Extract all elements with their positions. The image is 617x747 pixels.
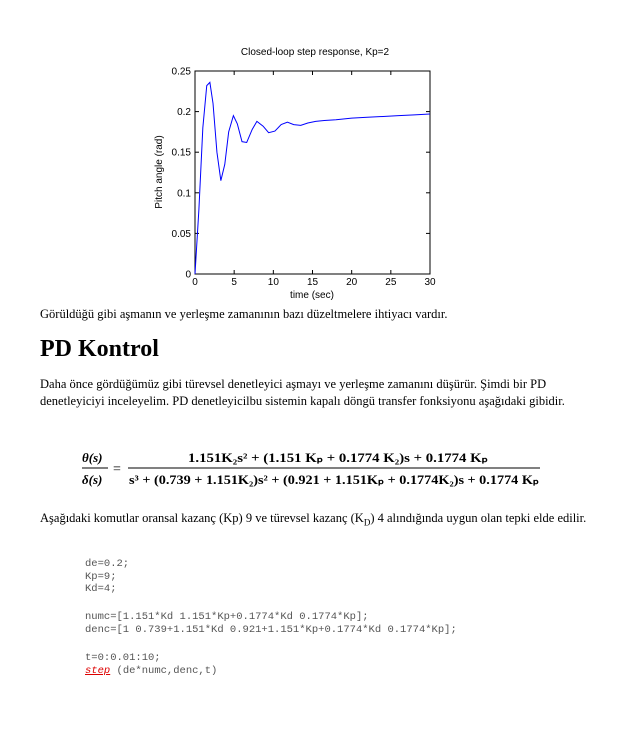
x-tick-label: 25 xyxy=(385,277,397,288)
x-tick-label: 30 xyxy=(424,277,436,288)
y-axis-label: Pitch angle (rad) xyxy=(154,135,165,209)
gains-text-end: ) 4 alındığında uygun olan tepki elde edilir. xyxy=(370,511,587,525)
plot-area xyxy=(195,71,430,274)
code-block-gains: de=0.2; Kp=9; Kd=4; xyxy=(85,558,130,595)
x-tick-label: 20 xyxy=(346,277,358,288)
x-axis-label: time (sec) xyxy=(290,290,334,301)
x-tick-label: 15 xyxy=(306,277,319,288)
y-tick-label: 0.2 xyxy=(177,107,191,119)
x-tick-label: 0 xyxy=(192,277,198,288)
section-heading: PD Kontrol xyxy=(40,336,159,362)
code-block-time: t=0:0.01:10; xyxy=(85,652,161,664)
x-tick-label: 10 xyxy=(267,277,279,288)
formula-equals: = xyxy=(113,462,121,477)
code-step-line xyxy=(85,665,217,678)
y-tick-label: 0.1 xyxy=(177,188,191,200)
y-tick-label: 0.15 xyxy=(171,147,191,159)
formula-denominator: s³ + (0.739 + 1.151K₂)s² + (0.921 + 1.151Kₚ + 0.1774K₂)s + 0.1774 Kₚ xyxy=(129,473,540,487)
y-tick-label: 0.25 xyxy=(171,66,191,78)
x-tick-label: 5 xyxy=(231,277,237,288)
step-args: (de*numc,denc,t) xyxy=(110,665,218,677)
intro-paragraph: Daha önce gördüğümüz gibi türevsel denetleyici aşmayı ve yerleşme zamanını düşürür. Şimdi bir PD denetleyiciyi inceleyelim. PD denetleyicilbu sistemin kapalı döngü transfer fonksiyonu aşağıdaki gibidir. xyxy=(40,377,565,408)
formula-numerator: 1.151K₂s² + (1.151 Kₚ + 0.1774 K₂)s + 0.1774 Kₚ xyxy=(188,451,489,465)
formula-lhs-num: θ(s) xyxy=(82,450,103,465)
formula-lhs-den: δ(s) xyxy=(82,472,103,487)
caption-text: Görüldüğü gibi aşmanın ve yerleşme zamanının bazı düzeltmelere ihtiyacı vardır. xyxy=(40,307,448,321)
gains-text-start: Aşağıdaki komutlar oransal kazanç (Kp) 9 ve türevsel kazanç (K xyxy=(40,511,364,525)
step-link[interactable]: step xyxy=(85,665,111,677)
code-block-transfer: numc=[1.151*Kd 1.151*Kp+0.1774*Kd 0.1774*Kp]; denc=[1 0.739+1.151*Kd 0.921+1.151*Kp+0.1774*Kd 0.1774*Kp]; xyxy=(85,611,457,636)
chart-title: Closed-loop step response, Kp=2 xyxy=(240,47,390,58)
gains-subscript: D xyxy=(363,517,371,528)
step-response-chart xyxy=(150,44,450,306)
gains-paragraph xyxy=(40,510,600,532)
transfer-function-formula xyxy=(82,446,542,492)
y-tick-label: 0.05 xyxy=(171,228,191,240)
y-tick-label: 0 xyxy=(185,269,191,281)
